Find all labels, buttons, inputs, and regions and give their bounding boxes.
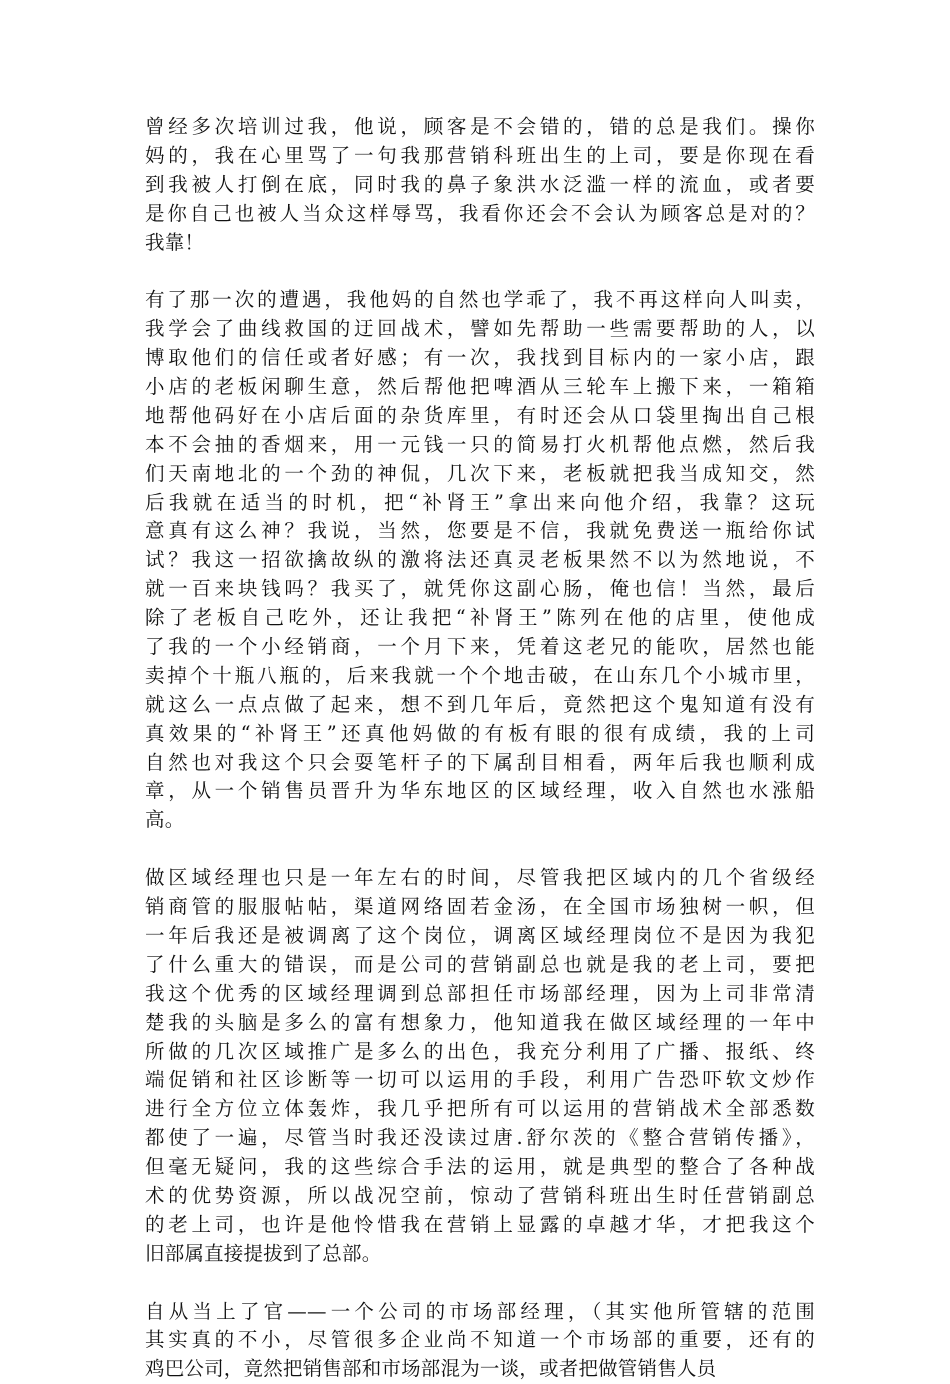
text-line: 术的优势资源，所以战况空前，惊动了营销科班出生时任营销副总 xyxy=(145,1183,815,1207)
text-line: 都使了一遍，尽管当时我还没读过唐.舒尔茨的《整合营销传播》， xyxy=(145,1126,815,1150)
text-line: 旧部属直接提拔到了总部。 xyxy=(145,1241,382,1265)
text-line: 了我的一个小经销商，一个月下来，凭着这老兄的能吹，居然也能 xyxy=(145,635,815,659)
text-line: 到我被人打倒在底，同时我的鼻子象洪水泛滥一样的流血，或者要 xyxy=(145,172,815,196)
text-line: 我学会了曲线救国的迂回战术，譬如先帮助一些需要帮助的人，以 xyxy=(145,317,815,341)
text-line: 小店的老板闲聊生意，然后帮他把啤酒从三轮车上搬下来，一箱箱 xyxy=(145,375,815,399)
text-line: 所做的几次区域推广是多么的出色，我充分利用了广播、报纸、终 xyxy=(145,1039,815,1063)
text-line: 地帮他码好在小店后面的杂货库里，有时还会从口袋里掏出自己根 xyxy=(145,403,815,427)
text-line: 高。 xyxy=(145,808,185,832)
text-line: 试？我这一招欲擒故纵的激将法还真灵老板果然不以为然地说，不 xyxy=(145,548,815,572)
text-line: 楚我的头脑是多么的富有想象力，他知道我在做区域经理的一年中 xyxy=(145,1010,815,1034)
text-line: 真效果的“补肾王”还真他妈做的有板有眼的很有成绩，我的上司 xyxy=(145,721,815,745)
paragraph-gap xyxy=(145,835,815,864)
paragraph xyxy=(145,113,815,257)
text-line: 博取他们的信任或者好感；有一次，我找到目标内的一家小店，跟 xyxy=(145,346,815,370)
text-line: 是你自己也被人当众这样辱骂，我看你还会不会认为顾客总是对的？ xyxy=(145,201,815,225)
text-line: 销商管的服服帖帖，渠道网络固若金汤，在全国市场独树一帜，但 xyxy=(145,895,815,919)
text-line: 自从当上了官——一个公司的市场部经理，（其实他所管辖的范围 xyxy=(145,1299,815,1323)
text-line: 章，从一个销售员晋升为华东地区的区域经理，收入自然也水涨船 xyxy=(145,779,815,803)
text-line: 我靠！ xyxy=(145,230,205,254)
text-line: 曾经多次培训过我，他说，顾客是不会错的，错的总是我们。操你 xyxy=(145,115,815,138)
text-line: 卖掉个十瓶八瓶的，后来我就一个个地击破，在山东几个小城市里， xyxy=(145,663,815,687)
text-line: 就一百来块钱吗？我买了，就凭你这副心肠，俺也信！当然，最后 xyxy=(145,577,815,601)
text-line: 们天南地北的一个劲的神侃，几次下来，老板就把我当成知交，然 xyxy=(145,461,815,485)
document-body xyxy=(145,113,815,1384)
text-line: 有了那一次的遭遇，我他妈的自然也学乖了，我不再这样向人叫卖， xyxy=(145,288,815,312)
paragraph xyxy=(145,864,815,1268)
text-line: 但毫无疑问，我的这些综合手法的运用，就是典型的整合了各种战 xyxy=(145,1155,815,1179)
text-line: 意真有这么神？我说，当然，您要是不信，我就免费送一瓶给你试 xyxy=(145,519,815,543)
text-line: 自然也对我这个只会耍笔杆子的下属刮目相看，两年后我也顺利成 xyxy=(145,750,815,774)
text-line: 就这么一点点做了起来，想不到几年后，竟然把这个鬼知道有没有 xyxy=(145,692,815,716)
text-line: 端促销和社区诊断等一切可以运用的手段，利用广告恐吓软文炒作 xyxy=(145,1068,815,1092)
text-line: 除了老板自己吃外，还让我把“补肾王”陈列在他的店里，使他成 xyxy=(145,606,815,630)
text-line: 其实真的不小，尽管很多企业尚不知道一个市场部的重要，还有的 xyxy=(145,1328,815,1352)
text-line: 了什么重大的错误，而是公司的营销副总也就是我的老上司，要把 xyxy=(145,952,815,976)
paragraph xyxy=(145,1298,815,1384)
text-line: 的老上司，也许是他怜惜我在营销上显露的卓越才华，才把我这个 xyxy=(145,1212,815,1236)
text-line: 后我就在适当的时机，把“补肾王”拿出来向他介绍，我靠？这玩 xyxy=(145,490,815,514)
text-line: 进行全方位立体轰炸，我几乎把所有可以运用的营销战术全部悉数 xyxy=(145,1097,815,1121)
text-line: 鸡巴公司，竟然把销售部和市场部混为一谈，或者把做管销售人员 xyxy=(145,1357,717,1381)
text-line: 一年后我还是被调离了这个岗位，调离区域经理岗位不是因为我犯 xyxy=(145,923,815,947)
text-line: 我这个优秀的区域经理调到总部担任市场部经理，因为上司非常清 xyxy=(145,981,815,1005)
text-line: 妈的，我在心里骂了一句我那营销科班出生的上司，要是你现在看 xyxy=(145,143,815,167)
text-line: 做区域经理也只是一年左右的时间，尽管我把区域内的几个省级经 xyxy=(145,866,815,890)
paragraph xyxy=(145,286,815,835)
paragraph-gap xyxy=(145,1269,815,1298)
paragraph-gap xyxy=(145,257,815,286)
text-line: 本不会抽的香烟来，用一元钱一只的简易打火机帮他点燃，然后我 xyxy=(145,432,815,456)
